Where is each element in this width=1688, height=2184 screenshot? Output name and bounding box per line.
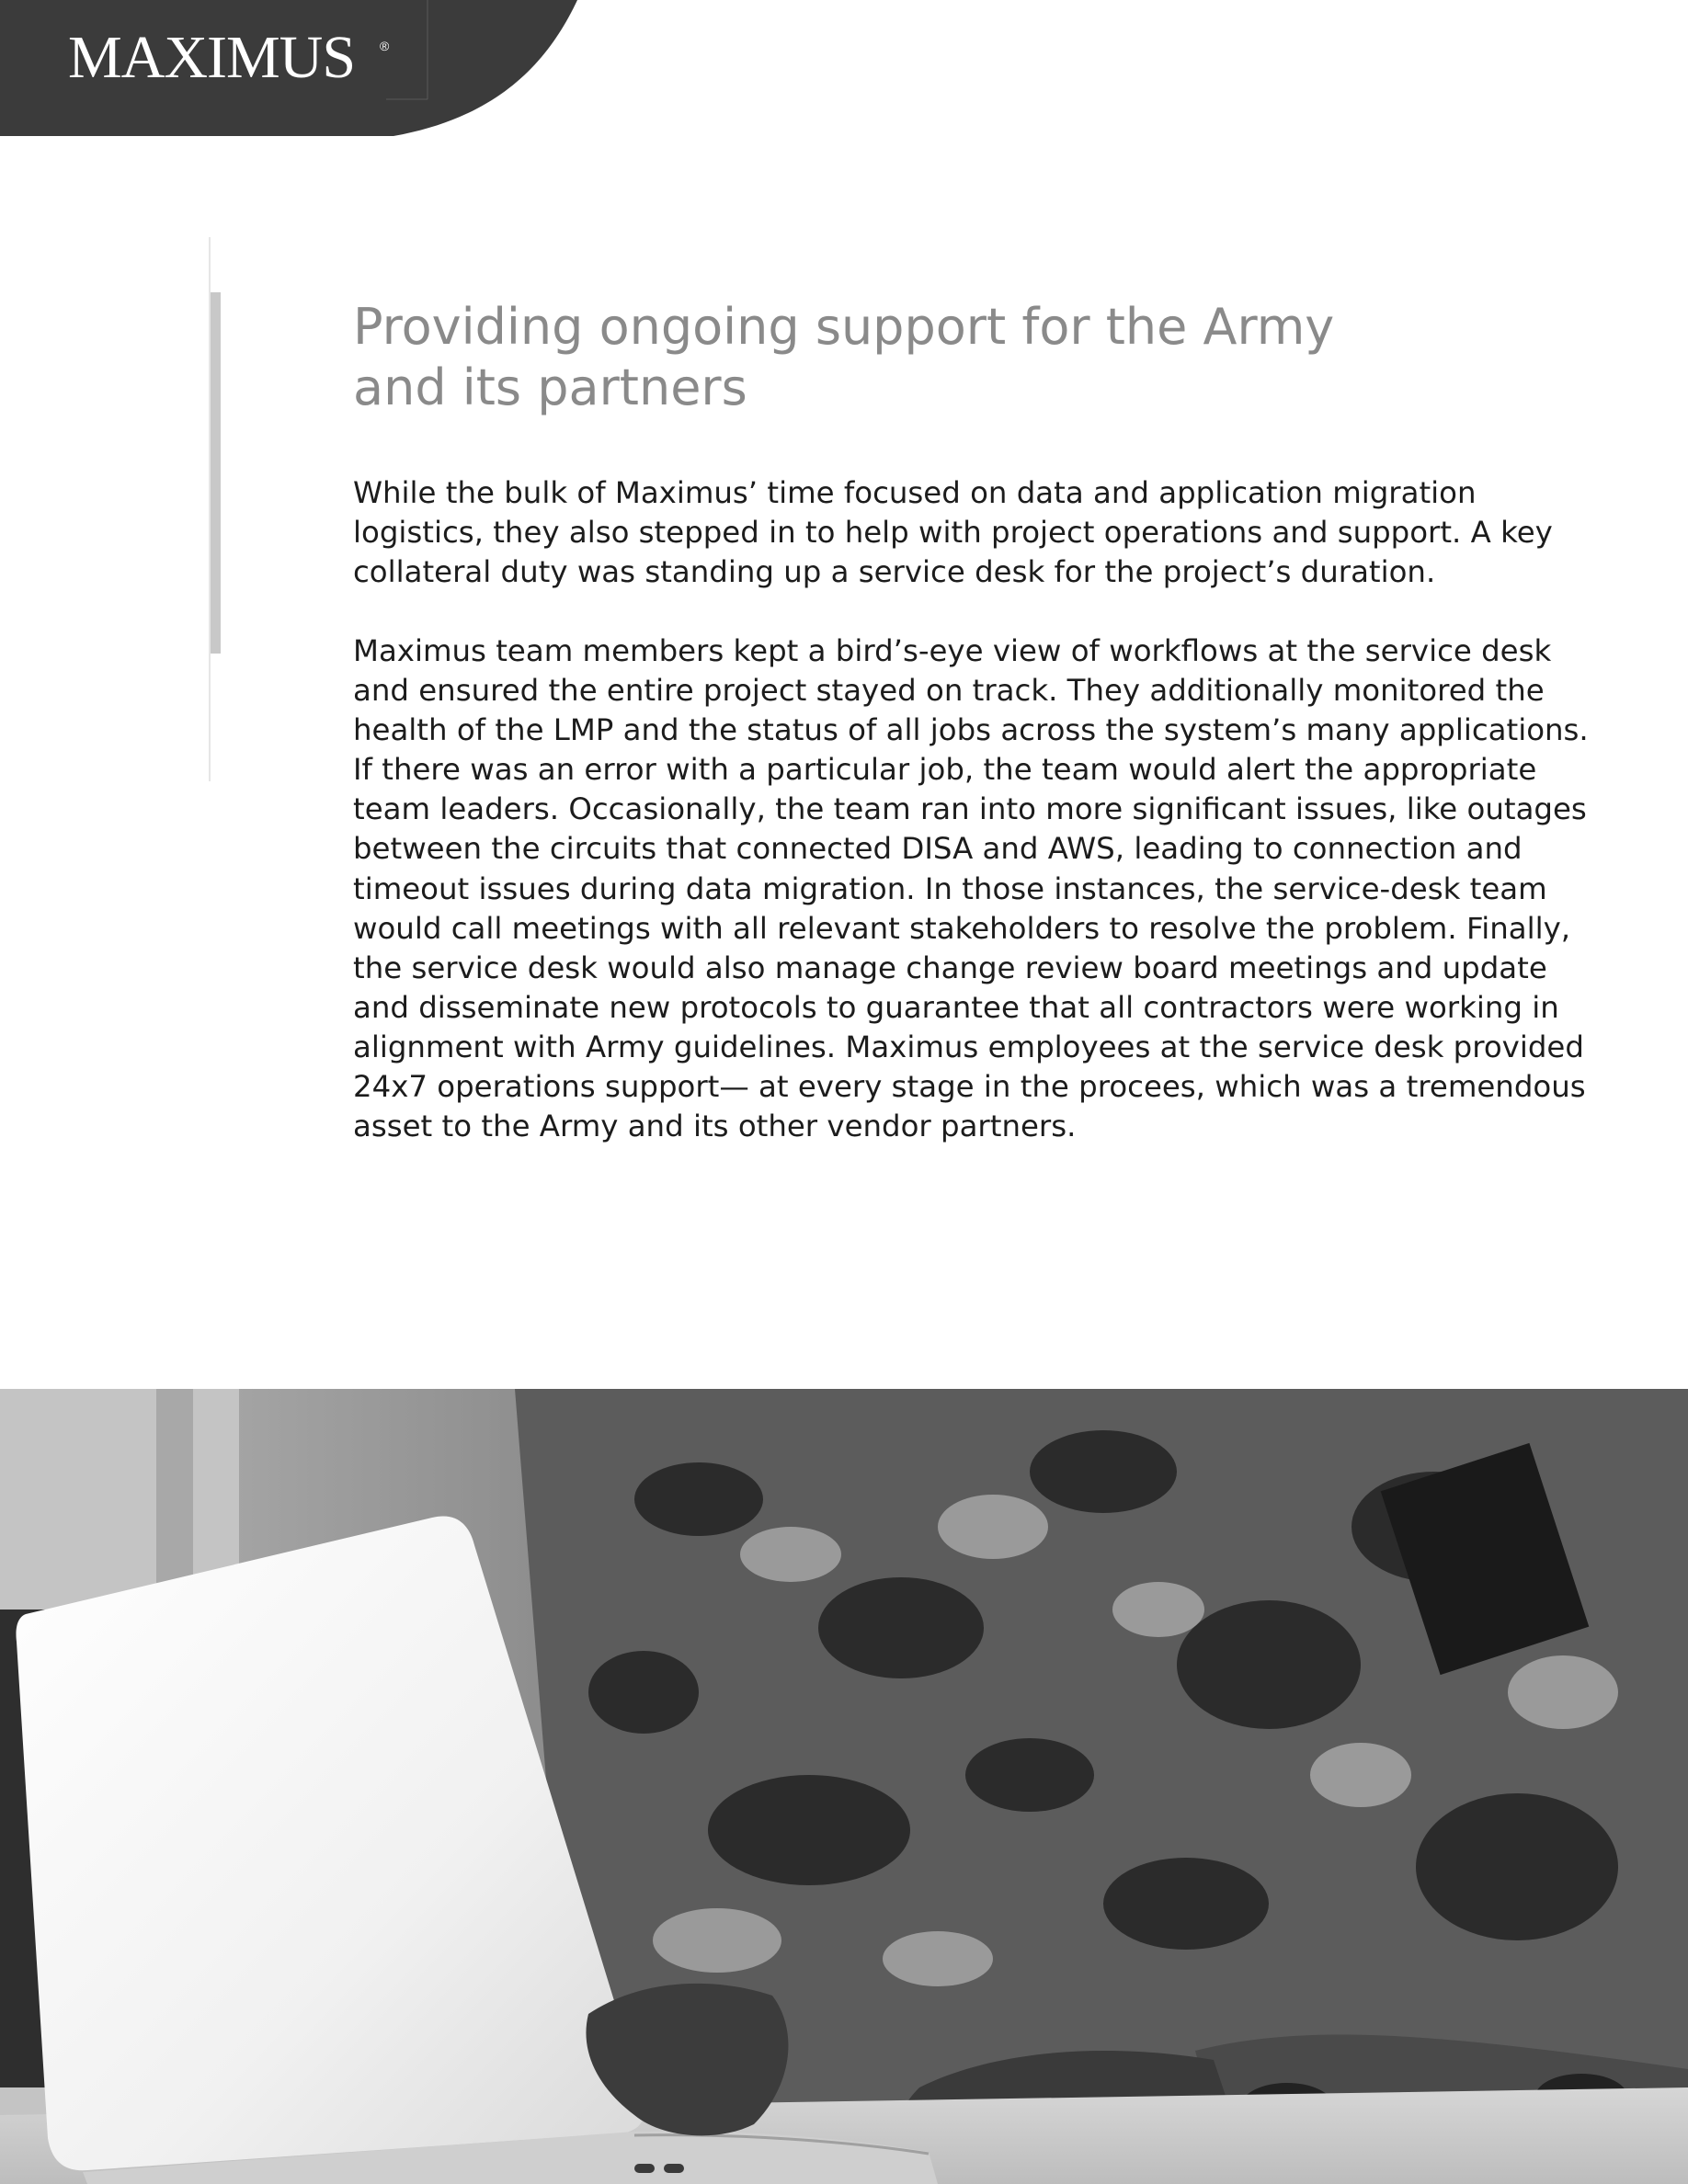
intro-paragraph	[353, 473, 1585, 592]
text-line: alignment with Army guidelines. Maximus employees at the service desk provided	[353, 1029, 1584, 1064]
text-line: collateral duty was standing up a service desk for the project’s duration.	[353, 554, 1436, 590]
service-desk-paragraph	[353, 631, 1589, 1146]
maximus-logo: MAXIMUS	[68, 24, 356, 91]
text-line: While the bulk of Maximus’ time focused on data and application migration	[353, 475, 1477, 510]
logo-tab	[0, 0, 588, 138]
text-line: between the circuits that connected DISA and AWS, leading to connection and	[353, 831, 1523, 867]
text-line: 24x7 operations support— at every stage in the procees, which was a tremendous	[353, 1069, 1586, 1105]
registered-mark: ®	[380, 39, 390, 53]
text-line: asset to the Army and its other vendor partners.	[353, 1109, 1077, 1144]
heading-line: Providing ongoing support for the Army	[353, 298, 1335, 356]
heading-line: and its partners	[353, 358, 747, 416]
text-line: health of the LMP and the status of all jobs across the system’s many applications.	[353, 712, 1589, 748]
section-heading	[353, 297, 1364, 418]
text-line: would call meetings with all relevant stakeholders to resolve the problem. Finally,	[353, 910, 1571, 946]
sidebar-accent-bar	[211, 292, 221, 654]
text-line: logistics, they also stepped in to help with project operations and support. A key	[353, 515, 1553, 551]
soldier-laptop-photo	[0, 1389, 1688, 2184]
text-line: team leaders. Occasionally, the team ran into more significant issues, like outages	[353, 791, 1587, 827]
text-line: and ensured the entire project stayed on track. They additionally monitored the	[353, 673, 1545, 709]
text-line: Maximus team members kept a bird’s-eye view of workflows at the service desk	[353, 633, 1552, 668]
photo-illustration	[0, 1389, 1688, 2184]
text-line: timeout issues during data migration. In those instances, the service-desk team	[353, 870, 1547, 906]
text-line: and disseminate new protocols to guarantee that all contractors were working in	[353, 989, 1559, 1025]
text-line: If there was an error with a particular job, the team would alert the appropriate	[353, 752, 1537, 788]
text-line: the service desk would also manage change review board meetings and update	[353, 950, 1547, 985]
